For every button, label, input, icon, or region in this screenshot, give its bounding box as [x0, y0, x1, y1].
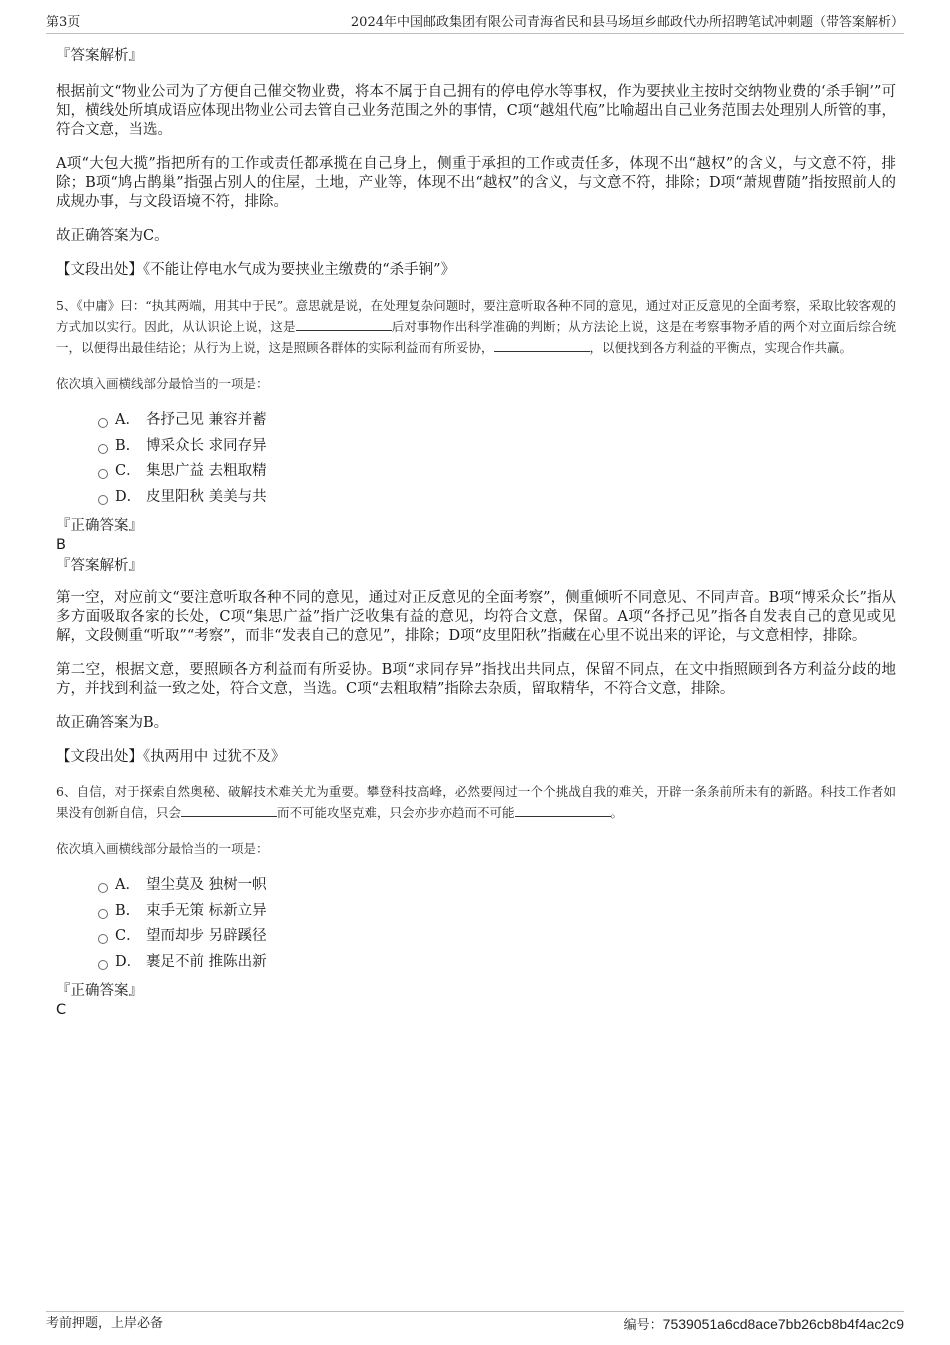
q5-analysis-conclusion: 故正确答案为B。 — [56, 715, 169, 731]
q5-prompt: 依次填入画横线部分最恰当的一项是： — [56, 376, 269, 391]
q5-source: 【文段出处】《执两用中 过犹不及》 — [56, 749, 286, 765]
q6-option-d[interactable]: D． 裹足不前 推陈出新 — [56, 951, 896, 977]
radio-icon[interactable] — [98, 495, 108, 505]
radio-icon[interactable] — [98, 960, 108, 970]
page-header — [46, 13, 904, 34]
radio-icon[interactable] — [98, 909, 108, 919]
q6-answer: C — [56, 1002, 67, 1018]
document-body — [56, 44, 896, 1020]
q5-option-a[interactable]: A． 各抒己见 兼容并蓄 — [56, 409, 896, 435]
q5-answer: B — [56, 537, 66, 553]
q5-option-c[interactable]: C． 集思广益 去粗取精 — [56, 460, 896, 486]
page-number: 第3页 — [46, 15, 81, 30]
q6-blank-2 — [515, 803, 611, 817]
q5-option-d[interactable]: D． 皮里阳秋 美美与共 — [56, 486, 896, 512]
q4-analysis-label: 『答案解析』 — [56, 48, 143, 64]
q6-options — [56, 874, 896, 976]
q5-blank-2 — [494, 338, 590, 352]
q6-option-a[interactable]: A． 望尘莫及 独树一帜 — [56, 874, 896, 900]
q5-option-b[interactable]: B. 博采众长 求同存异 — [56, 435, 896, 461]
q6-prompt: 依次填入画横线部分最恰当的一项是： — [56, 841, 269, 856]
radio-icon[interactable] — [98, 469, 108, 479]
radio-icon[interactable] — [98, 444, 108, 454]
radio-icon[interactable] — [98, 883, 108, 893]
radio-icon[interactable] — [98, 418, 108, 428]
q4-analysis-conclusion: 故正确答案为C。 — [56, 228, 169, 244]
q5-options — [56, 409, 896, 511]
q4-source: 【文段出处】《不能让停电水气成为要挟业主缴费的“杀手锏”》 — [56, 262, 456, 278]
q6-option-c[interactable]: C． 望而却步 另辟蹊径 — [56, 925, 896, 951]
q5-analysis-p1: 第一空，对应前文“要注意听取各种不同的意见，通过对正反意见的全面考察”，侧重倾听不同意见、不同声音。B项“博采众长”指从多方面吸取各家的长处，C项“集思广益”指广泛收集有益的意见，均符合文意，保留。A项“各抒己见”指各自发表自己的意见或见解，文段侧重“听取”“考察”，而非“发表自己的意见”，排除；D项“皮里阳秋”指藏在心里不说出来的评论，与文意相悖，排除。 — [56, 590, 896, 644]
footer-code: 编号：7539051a6cd8ace7bb26cb8b4f4ac2c9 — [623, 1316, 904, 1333]
q6-stem: 6、自信，对于探索自然奥秘、破解技术难关尤为重要。攀登科技高峰，必然要闯过一个个挑战自我的难关，开辟一条条前所未有的新路。科技工作者如果没有创新自信，只会 而不可能攻坚克难，只会亦步亦趋而不可能 。 — [56, 784, 896, 820]
q6-option-b[interactable]: B. 束手无策 标新立异 — [56, 900, 896, 926]
q4-analysis-p2: A项“大包大揽”指把所有的工作或责任都承揽在自己身上，侧重于承担的工作或责任多，体现不出“越权”的含义，与文意不符，排除；B项“鸠占鹊巢”指强占别人的住屋，土地，产业等，体现不出“越权”的含义，与文意不符，排除；D项“萧规曹随”指按照前人的成规办事，与文段语境不符，排除。 — [56, 156, 896, 210]
q6-blank-1 — [181, 803, 277, 817]
document-title: 2024年中国邮政集团有限公司青海省民和县马场垣乡邮政代办所招聘笔试冲刺题（带答案解析） — [350, 15, 904, 30]
q6-answer-label: 『正确答案』 — [56, 983, 143, 999]
radio-icon[interactable] — [98, 934, 108, 944]
q5-answer-label: 『正确答案』 — [56, 518, 143, 534]
page-footer — [46, 1311, 904, 1334]
footer-slogan: 考前押题，上岸必备 — [46, 1316, 164, 1331]
q5-stem: 5、《中庸》曰：“执其两端，用其中于民”。意思就是说，在处理复杂问题时，要注意听取各种不同的意见，通过对正反意见的全面考察，采取比较客观的方式加以实行。因此，从认识论上说，这是 后对事物作出科学准确的判断；从方法论上说，这是在考察事物矛盾的两个对立面后综合统一，以便得出最佳结论；从行为上说，这是照顾各群体的实际利益而有所妥协， ，以便找到各方利益的平衡点，实现合作共赢。 — [56, 298, 896, 355]
q4-analysis-p1: 根据前文“物业公司为了方便自己催交物业费，将本不属于自己拥有的停电停水等事权，作为要挟业主按时交纳物业费的‘杀手锏’”可知，横线处所填成语应体现出物业公司去管自己业务范围之外的事情，C项“越俎代庖”比喻超出自己业务范围去处理别人所管的事，符合文意，当选。 — [56, 84, 896, 138]
q5-blank-1 — [296, 317, 392, 331]
q5-analysis-label: 『答案解析』 — [56, 558, 143, 574]
q5-analysis-p2: 第二空，根据文意，要照顾各方利益而有所妥协。B项“求同存异”指找出共同点，保留不同点，在文中指照顾到各方利益分歧的地方，并找到利益一致之处，符合文意，当选。C项“去粗取精”指除去杂质，留取精华，不符合文意，排除。 — [56, 662, 896, 697]
